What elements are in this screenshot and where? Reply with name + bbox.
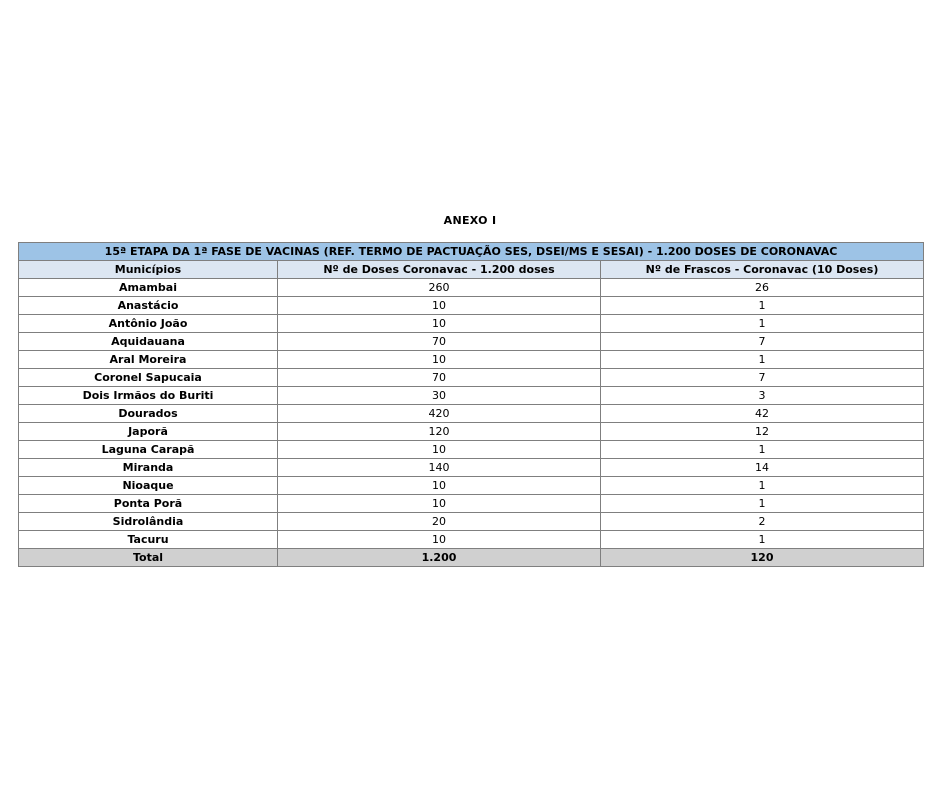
table-row [19, 423, 924, 441]
municipio-cell: Dois Irmãos do Buriti [19, 387, 278, 405]
table-row [19, 333, 924, 351]
total-row [19, 549, 924, 567]
frascos-cell: 7 [601, 333, 924, 351]
municipio-cell: Antônio João [19, 315, 278, 333]
frascos-cell: 1 [601, 477, 924, 495]
table-row [19, 297, 924, 315]
municipio-cell: Dourados [19, 405, 278, 423]
frascos-cell: 12 [601, 423, 924, 441]
frascos-cell: 1 [601, 495, 924, 513]
table-row [19, 441, 924, 459]
frascos-cell: 3 [601, 387, 924, 405]
municipio-cell: Nioaque [19, 477, 278, 495]
table-row [19, 387, 924, 405]
municipio-cell: Ponta Porã [19, 495, 278, 513]
total-doses: 1.200 [278, 549, 601, 567]
municipio-cell: Coronel Sapucaia [19, 369, 278, 387]
municipio-cell: Anastácio [19, 297, 278, 315]
total-label: Total [19, 549, 278, 567]
frascos-cell: 42 [601, 405, 924, 423]
header-frascos: Nº de Frascos - Coronavac (10 Doses) [601, 261, 924, 279]
doses-cell: 10 [278, 477, 601, 495]
frascos-cell: 1 [601, 315, 924, 333]
table-row [19, 531, 924, 549]
municipio-cell: Tacuru [19, 531, 278, 549]
municipio-cell: Amambai [19, 279, 278, 297]
table-row [19, 351, 924, 369]
doses-cell: 420 [278, 405, 601, 423]
doses-cell: 70 [278, 333, 601, 351]
table-row [19, 495, 924, 513]
vaccine-distribution-table [18, 242, 924, 567]
document-title: ANEXO I [443, 214, 497, 227]
doses-cell: 30 [278, 387, 601, 405]
doses-cell: 140 [278, 459, 601, 477]
doses-cell: 10 [278, 297, 601, 315]
doses-cell: 70 [278, 369, 601, 387]
doses-cell: 20 [278, 513, 601, 531]
municipio-cell: Laguna Carapã [19, 441, 278, 459]
municipio-cell: Japorã [19, 423, 278, 441]
municipio-cell: Aquidauana [19, 333, 278, 351]
municipio-cell: Aral Moreira [19, 351, 278, 369]
doses-cell: 260 [278, 279, 601, 297]
frascos-cell: 1 [601, 297, 924, 315]
frascos-cell: 1 [601, 441, 924, 459]
frascos-cell: 26 [601, 279, 924, 297]
municipio-cell: Miranda [19, 459, 278, 477]
table-row [19, 315, 924, 333]
header-doses: Nº de Doses Coronavac - 1.200 doses [278, 261, 601, 279]
doses-cell: 120 [278, 423, 601, 441]
table-row [19, 369, 924, 387]
table-row [19, 513, 924, 531]
frascos-cell: 14 [601, 459, 924, 477]
doses-cell: 10 [278, 495, 601, 513]
table-header-row [19, 261, 924, 279]
total-frascos: 120 [601, 549, 924, 567]
frascos-cell: 2 [601, 513, 924, 531]
frascos-cell: 7 [601, 369, 924, 387]
table-row [19, 459, 924, 477]
table-banner: 15ª ETAPA DA 1ª FASE DE VACINAS (REF. TERMO DE PACTUAÇÃO SES, DSEI/MS E SESAI) - 1.200 DOSES DE CORONAVAC [19, 243, 924, 261]
doses-cell: 10 [278, 441, 601, 459]
doses-cell: 10 [278, 351, 601, 369]
doses-cell: 10 [278, 315, 601, 333]
frascos-cell: 1 [601, 351, 924, 369]
table-row [19, 477, 924, 495]
doses-cell: 10 [278, 531, 601, 549]
table-row [19, 279, 924, 297]
municipio-cell: Sidrolândia [19, 513, 278, 531]
header-municipios: Municípios [19, 261, 278, 279]
table-row [19, 405, 924, 423]
frascos-cell: 1 [601, 531, 924, 549]
